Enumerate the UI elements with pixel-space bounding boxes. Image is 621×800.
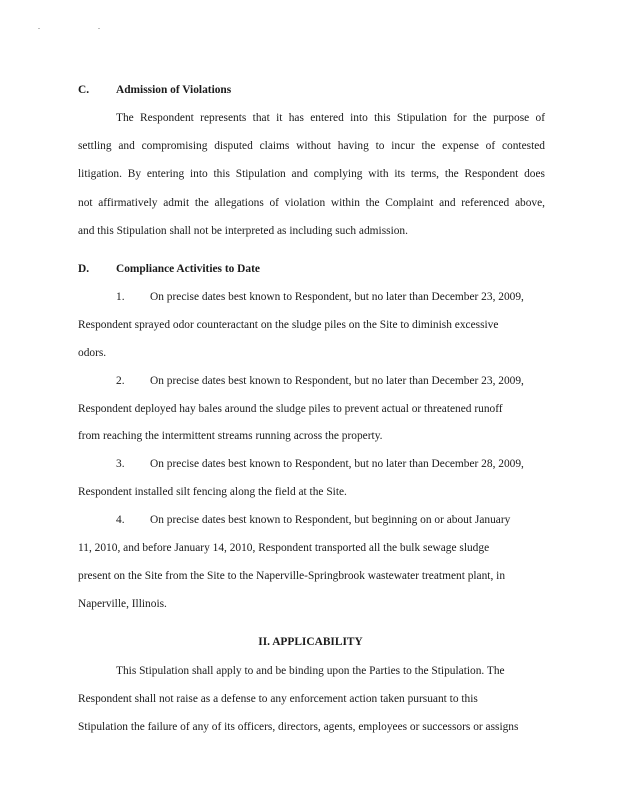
- section-d-letter: D.: [78, 263, 90, 275]
- item-3-line-2: Respondent installed silt fencing along the field at the Site.: [78, 486, 347, 498]
- item-3-line-1: On precise dates best known to Respondent, but no later than December 28, 2009,: [150, 458, 524, 470]
- item-1-line-3: odors.: [78, 347, 107, 359]
- section-ii-heading: II. APPLICABILITY: [258, 636, 363, 648]
- item-3-number: 3.: [116, 458, 125, 470]
- item-1-number: 1.: [116, 291, 125, 303]
- section-ii-line-3: Stipulation the failure of any of its officers, directors, agents, employees or successors or assigns: [78, 721, 519, 733]
- section-c-line-2: settling and compromising disputed claims without having to incur the expense of contested: [78, 140, 545, 152]
- item-4-line-2: 11, 2010, and before January 14, 2010, Respondent transported all the bulk sewage sludge: [78, 542, 490, 554]
- section-ii-line-1: This Stipulation shall apply to and be binding upon the Parties to the Stipulation. The: [116, 665, 505, 677]
- item-2-number: 2.: [116, 375, 125, 387]
- section-c-heading: Admission of Violations: [116, 84, 232, 96]
- item-1-line-2: Respondent sprayed odor counteractant on the sludge piles on the Site to diminish excessive: [78, 319, 499, 331]
- item-4-number: 4.: [116, 514, 125, 526]
- item-4-line-3: present on the Site from the Site to the Naperville-Springbrook wastewater treatment plant, in: [78, 570, 506, 582]
- section-ii-line-2: Respondent shall not raise as a defense to any enforcement action taken pursuant to this: [78, 693, 478, 705]
- item-1-line-1: On precise dates best known to Respondent, but no later than December 23, 2009,: [150, 291, 524, 303]
- item-2-line-1: On precise dates best known to Respondent, but no later than December 23, 2009,: [150, 375, 524, 387]
- section-c-line-1: The Respondent represents that it has entered into this Stipulation for the purpose of: [116, 112, 545, 124]
- section-c-line-5: and this Stipulation shall not be interpreted as including such admission.: [78, 225, 408, 237]
- section-c-line-4: not affirmatively admit the allegations of violation within the Complaint and referenced above,: [78, 197, 545, 209]
- scan-marks: . .: [38, 22, 128, 31]
- item-2-line-2: Respondent deployed hay bales around the sludge piles to prevent actual or threatened runoff: [78, 403, 503, 415]
- section-c-letter: C.: [78, 84, 90, 96]
- section-c-line-3: litigation. By entering into this Stipulation and complying with its terms, the Respondent does: [78, 168, 545, 180]
- section-d-heading: Compliance Activities to Date: [116, 263, 260, 275]
- item-2-line-3: from reaching the intermittent streams running across the property.: [78, 430, 383, 442]
- item-4-line-1: On precise dates best known to Respondent, but beginning on or about January: [150, 514, 511, 526]
- item-4-line-4: Naperville, Illinois.: [78, 598, 167, 610]
